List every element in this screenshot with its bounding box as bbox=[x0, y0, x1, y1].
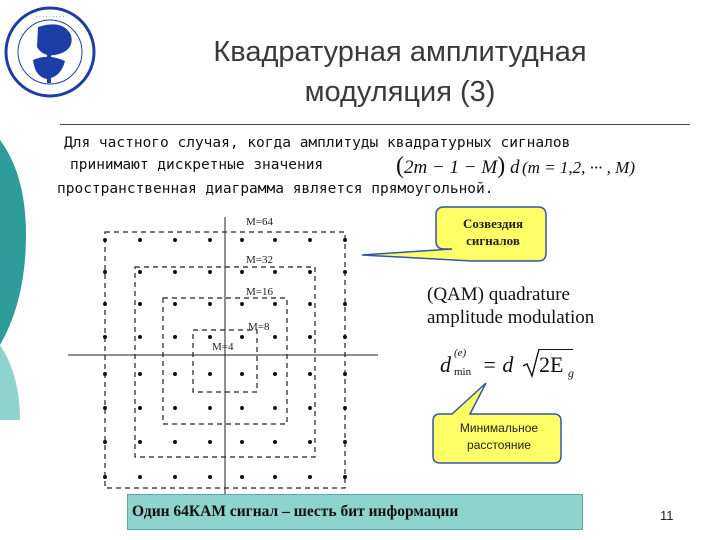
min-formula-sub: min bbox=[454, 366, 472, 378]
qam-line-2: amplitude modulation bbox=[427, 307, 595, 328]
page-title bbox=[150, 32, 650, 112]
label-m8: M=8 bbox=[248, 321, 270, 333]
svg-text:. . . . . . . . .: . . . . . . . . . bbox=[35, 13, 65, 19]
university-logo-icon bbox=[3, 5, 98, 100]
min-formula-sup: (e) bbox=[454, 347, 467, 359]
callout-constellation-line-2: сигналов bbox=[466, 233, 520, 248]
body-line-3: пространственная диаграмма является прямоугольной. bbox=[57, 181, 494, 197]
callout-min-line-1: Минимальное bbox=[459, 421, 539, 435]
page-number: 11 bbox=[660, 508, 674, 523]
formula-range: (m = 1,2, ··· , M) bbox=[522, 158, 635, 177]
min-formula-eq: = d bbox=[482, 352, 514, 377]
constellation-diagram bbox=[60, 212, 390, 497]
min-formula-d: d bbox=[440, 352, 451, 377]
qam-line-1: (QAM) quadrature bbox=[427, 284, 570, 305]
title-line-1: Квадратурная амплитудная bbox=[213, 36, 587, 68]
body-line-2: принимают дискретные значения bbox=[70, 157, 324, 173]
callout-min-text bbox=[438, 420, 560, 454]
title-divider bbox=[60, 124, 690, 125]
formula-d: d bbox=[509, 157, 520, 178]
callout-constellation-line-1: Созвездия bbox=[463, 216, 523, 231]
qam-description bbox=[427, 283, 594, 329]
title-line-2: модуляция (3) bbox=[304, 76, 496, 108]
label-m64: M=64 bbox=[246, 216, 273, 228]
amplitude-formula bbox=[396, 153, 519, 180]
min-formula-radicand-sub: g bbox=[568, 366, 574, 380]
label-m16: M=16 bbox=[246, 286, 273, 298]
label-m4: M=4 bbox=[212, 341, 234, 353]
formula-close-paren: ) bbox=[497, 153, 506, 179]
label-m32: M=32 bbox=[246, 254, 273, 266]
formula-open-paren: ( bbox=[396, 153, 404, 179]
footer-text: Один 64КАМ сигнал – шесть бит информации bbox=[132, 503, 459, 520]
sqrt-symbol-icon bbox=[522, 348, 540, 378]
body-line-1: Для частного случая, когда амплитуды квадратурных сигналов bbox=[64, 135, 571, 151]
formula-expression: 2m − 1 − M bbox=[404, 157, 498, 178]
callout-min-line-2: расстояние bbox=[467, 438, 531, 452]
callout-constellation-text bbox=[447, 215, 539, 249]
min-formula-radicand: 2E bbox=[539, 352, 564, 377]
